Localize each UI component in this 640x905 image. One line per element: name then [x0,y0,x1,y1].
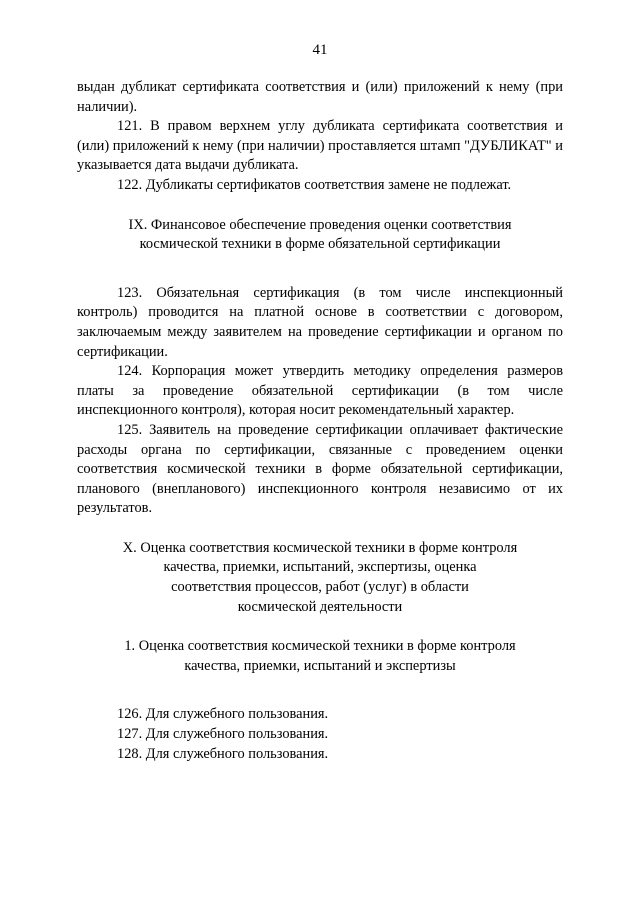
section-heading-ix [77,216,563,255]
paragraph-121: 121. В правом верхнем углу дубликата сертификата соответствия и (или) приложений к нему (при наличии) проставляется штамп "ДУБЛИКАТ" и указывается дата выдачи дубликата. [77,118,563,174]
heading-line: X. Оценка соответствия космической техники в форме контроля [122,539,518,556]
paragraph-126: 126. Для служебного пользования. [117,706,329,723]
heading-line: космической деятельности [237,598,403,615]
heading-line: качества, приемки, испытаний, экспертизы, оценка [163,559,477,576]
heading-line: качества, приемки, испытаний и экспертизы [184,657,456,674]
subsection-heading-1 [77,637,563,676]
section-heading-x [77,539,563,617]
heading-line: космической техники в форме обязательной сертификации [139,236,501,253]
paragraph-122: 122. Дубликаты сертификатов соответствия замене не подлежат. [117,176,512,193]
paragraph-127: 127. Для служебного пользования. [117,726,329,743]
paragraph-124: 124. Корпорация может утвердить методику определения размеров платы за проведение обязательной сертификации (в том числе инспекционного контроля), которая носит рекомендательный характер. [77,363,563,419]
paragraph-125: 125. Заявитель на проведение сертификации оплачивает фактические расходы органа по сертификации, связанные с проведением оценки соответствия космической техники в форме обязательной сертификации, планового (внепланового) инспекционного контроля независимо от их результатов. [77,421,563,517]
paragraph-continuation: выдан дубликат сертификата соответствия и (или) приложений к нему (при наличии). [77,79,563,115]
heading-line: соответствия процессов, работ (услуг) в области [171,579,469,596]
page-number: 41 [312,42,328,58]
document-body [77,78,563,764]
heading-line: IX. Финансовое обеспечение проведения оценки соответствия [128,216,512,233]
heading-line: 1. Оценка соответствия космической техники в форме контроля [124,638,516,655]
restricted-items-list [77,705,563,764]
paragraph-123: 123. Обязательная сертификация (в том числе инспекционный контроль) проводится на платной основе в соответствии с договором, заключаемым между заявителем на проведение сертификации и органом по сертификации. [77,284,563,360]
paragraph-128: 128. Для служебного пользования. [117,745,329,762]
